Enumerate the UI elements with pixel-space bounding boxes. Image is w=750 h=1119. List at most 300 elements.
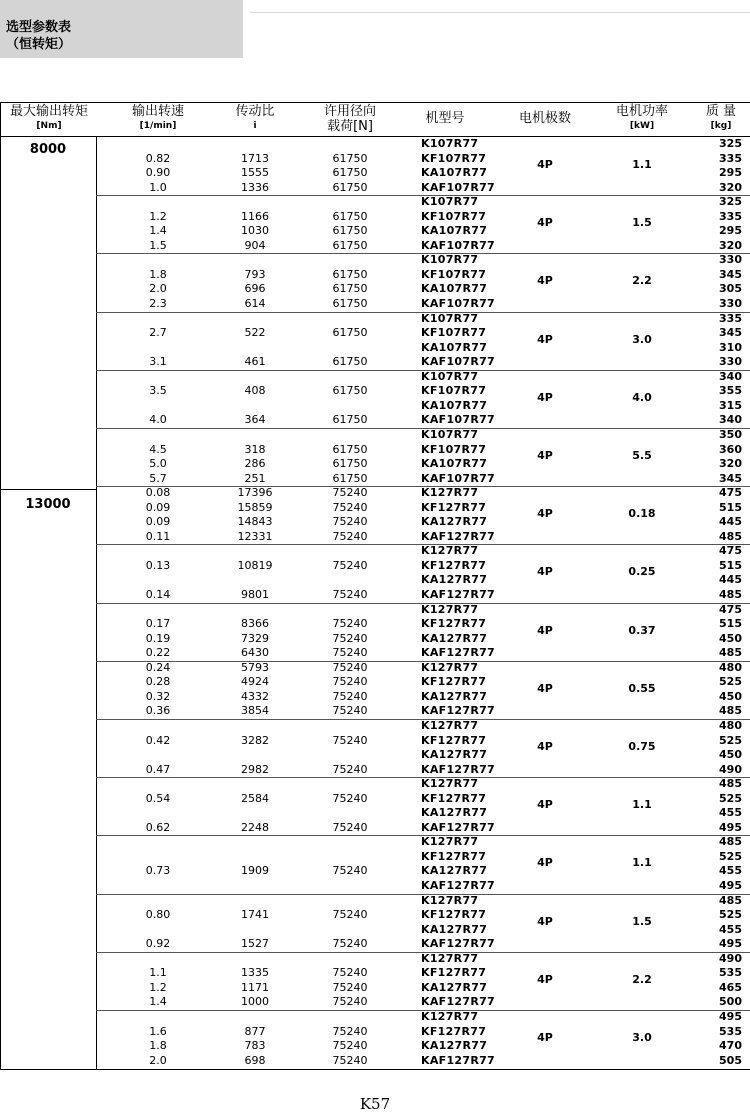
model-cell: KAF127R77 [421, 762, 495, 776]
poles-cell: 4P [537, 565, 553, 579]
mass-cell: 335 [719, 311, 742, 325]
mass-cell: 455 [719, 922, 742, 936]
speed-cell: 4.5 [149, 442, 167, 456]
load-cell: 75240 [332, 558, 368, 572]
spec-group [0, 661, 750, 719]
ratio-cell: 3854 [241, 704, 269, 718]
speed-cell [108, 894, 208, 908]
load-cell: 61750 [332, 413, 368, 427]
ratio-cell: 1555 [241, 166, 269, 180]
load-cell: 75240 [332, 980, 368, 994]
model-cell: KA127R77 [421, 864, 488, 878]
spec-group [0, 603, 750, 661]
mass-cell: 485 [719, 893, 742, 907]
load-cell [300, 341, 400, 355]
group-divider [96, 195, 750, 196]
load-cell: 61750 [332, 151, 368, 165]
ratio-cell [205, 777, 305, 791]
ratio-cell: 408 [244, 384, 266, 398]
mass-cell: 515 [719, 617, 742, 631]
group-divider [96, 253, 750, 254]
speed-cell [108, 370, 208, 384]
header-power: 电机功率 [kW] [615, 104, 668, 131]
mass-cell: 495 [719, 879, 742, 893]
ratio-cell [205, 341, 305, 355]
model-cell: KAF107R77 [421, 413, 495, 427]
load-cell [300, 370, 400, 384]
load-cell [300, 835, 400, 849]
ratio-cell [205, 923, 305, 937]
speed-cell: 3.5 [149, 384, 167, 398]
speed-cell: 0.24 [145, 660, 171, 674]
load-cell: 75240 [332, 908, 368, 922]
poles-cell: 4P [537, 507, 553, 521]
model-cell: KF107R77 [421, 267, 487, 281]
load-cell: 75240 [332, 864, 368, 878]
group-divider [96, 1010, 750, 1011]
ratio-cell: 12331 [237, 529, 273, 543]
ratio-cell: 17396 [237, 486, 273, 500]
speed-cell: 0.90 [145, 166, 171, 180]
load-cell: 61750 [332, 209, 368, 223]
speed-cell [108, 850, 208, 864]
ratio-cell: 1527 [241, 937, 269, 951]
header-ratio: 传动比 i [235, 104, 275, 131]
ratio-cell: 5793 [241, 660, 269, 674]
model-cell: KAF127R77 [421, 646, 495, 660]
load-cell: 75240 [332, 1053, 368, 1067]
speed-cell: 5.0 [149, 457, 167, 471]
mass-cell: 465 [719, 980, 742, 994]
load-cell: 61750 [332, 267, 368, 281]
ratio-cell [205, 428, 305, 442]
ratio-cell [205, 253, 305, 267]
model-cell: KF127R77 [421, 675, 487, 689]
load-cell [300, 544, 400, 558]
mass-cell: 485 [719, 588, 742, 602]
model-cell: KA127R77 [421, 515, 488, 529]
mass-cell: 535 [719, 966, 742, 980]
mass-cell: 495 [719, 937, 742, 951]
mass-cell: 350 [719, 428, 742, 441]
speed-cell [108, 573, 208, 587]
header-load: 许用径向 载荷[N] [323, 104, 376, 134]
ratio-cell: 3282 [241, 733, 269, 747]
mass-cell: 345 [719, 326, 742, 340]
model-cell: KF107R77 [421, 151, 487, 165]
load-cell: 75240 [332, 500, 368, 514]
mass-cell: 455 [719, 864, 742, 878]
mass-cell: 325 [719, 195, 742, 209]
speed-cell: 0.19 [145, 631, 171, 645]
load-cell: 75240 [332, 515, 368, 529]
mass-cell: 485 [719, 777, 742, 791]
mass-cell: 320 [719, 238, 742, 252]
mass-cell: 485 [719, 835, 742, 849]
ratio-cell: 8366 [241, 617, 269, 631]
model-cell: KF107R77 [421, 209, 487, 223]
mass-cell: 305 [719, 282, 742, 296]
ratio-cell [205, 544, 305, 558]
load-cell: 61750 [332, 442, 368, 456]
page-title [6, 19, 71, 53]
mass-cell: 335 [719, 209, 742, 223]
model-cell: KA127R77 [421, 922, 488, 936]
speed-cell: 2.7 [149, 326, 167, 340]
speed-cell: 1.8 [149, 267, 167, 281]
torque-8000: 8000 [29, 142, 67, 157]
load-cell [300, 923, 400, 937]
spec-group [0, 719, 750, 777]
poles-cell: 4P [537, 158, 553, 172]
poles-cell: 4P [537, 681, 553, 695]
load-cell [300, 894, 400, 908]
mass-cell: 320 [719, 457, 742, 471]
ratio-cell [205, 370, 305, 384]
speed-cell: 4.0 [149, 413, 167, 427]
model-cell: KA107R77 [421, 282, 488, 296]
model-cell: KAF107R77 [421, 238, 495, 252]
ratio-cell: 2248 [241, 820, 269, 834]
mass-cell: 470 [719, 1039, 742, 1053]
model-cell: KAF107R77 [421, 355, 495, 369]
mass-cell: 525 [719, 733, 742, 747]
power-cell: 1.5 [632, 216, 652, 230]
mass-cell: 505 [719, 1053, 742, 1067]
mass-cell: 345 [719, 471, 742, 485]
load-cell [300, 806, 400, 820]
speed-cell [108, 428, 208, 442]
model-cell: KA107R77 [421, 398, 488, 412]
speed-cell: 0.32 [145, 689, 171, 703]
mass-cell: 295 [719, 224, 742, 238]
model-cell: KA127R77 [421, 1039, 488, 1053]
mass-cell: 515 [719, 558, 742, 572]
speed-cell: 1.0 [149, 180, 167, 194]
load-cell: 61750 [332, 355, 368, 369]
header-speed: 输出转速 [1/min] [131, 104, 184, 131]
model-cell: KAF127R77 [421, 1053, 495, 1067]
mass-cell: 345 [719, 267, 742, 281]
power-cell: 3.0 [632, 1031, 652, 1045]
speed-cell: 1.6 [149, 1024, 167, 1038]
load-cell [300, 952, 400, 966]
poles-cell: 4P [537, 332, 553, 346]
group-divider [96, 719, 750, 720]
table-bottom-rule [0, 1069, 750, 1070]
ratio-cell: 1713 [241, 151, 269, 165]
page-title-line1: 选型参数表 [6, 20, 72, 35]
mass-cell: 325 [719, 137, 742, 150]
speed-cell: 0.36 [145, 704, 171, 718]
speed-cell [108, 748, 208, 762]
mass-cell: 315 [719, 398, 742, 412]
model-cell: KF127R77 [421, 558, 487, 572]
mass-cell: 320 [719, 180, 742, 194]
speed-cell: 0.09 [145, 500, 171, 514]
ratio-cell: 461 [244, 355, 266, 369]
ratio-cell [205, 894, 305, 908]
ratio-cell: 4332 [241, 689, 269, 703]
load-cell: 61750 [332, 384, 368, 398]
ratio-cell: 6430 [241, 646, 269, 660]
load-cell [300, 850, 400, 864]
speed-cell: 0.54 [145, 791, 171, 805]
model-cell: KF127R77 [421, 733, 487, 747]
load-cell [300, 137, 400, 151]
poles-cell: 4P [537, 449, 553, 463]
load-cell: 61750 [332, 180, 368, 194]
power-cell: 4.0 [632, 390, 652, 404]
load-cell: 75240 [332, 966, 368, 980]
speed-cell [108, 923, 208, 937]
ratio-cell [205, 399, 305, 413]
power-cell: 0.37 [628, 623, 656, 637]
speed-cell: 0.13 [145, 558, 171, 572]
power-cell: 0.75 [628, 740, 656, 754]
spec-group [0, 894, 750, 952]
mass-cell: 485 [719, 529, 742, 543]
ratio-cell: 1741 [241, 908, 269, 922]
power-cell: 1.1 [632, 798, 652, 812]
speed-cell: 2.3 [149, 297, 167, 311]
load-cell [300, 195, 400, 209]
speed-cell [108, 719, 208, 733]
ratio-cell: 522 [244, 326, 266, 340]
model-cell: KF127R77 [421, 1024, 487, 1038]
ratio-cell [205, 573, 305, 587]
speed-cell [108, 952, 208, 966]
load-cell: 61750 [332, 457, 368, 471]
load-cell: 75240 [332, 529, 368, 543]
model-cell: KF127R77 [421, 500, 487, 514]
model-cell: KA107R77 [421, 340, 488, 354]
mass-cell: 475 [719, 544, 742, 558]
speed-cell: 1.2 [149, 209, 167, 223]
mass-cell: 335 [719, 151, 742, 165]
mass-cell: 340 [719, 413, 742, 427]
mass-cell: 515 [719, 500, 742, 514]
speed-cell: 0.92 [145, 937, 171, 951]
load-cell [300, 428, 400, 442]
mass-cell: 360 [719, 442, 742, 456]
model-cell: KF107R77 [421, 326, 487, 340]
speed-cell [108, 312, 208, 326]
load-cell: 75240 [332, 689, 368, 703]
mass-cell: 490 [719, 951, 742, 965]
speed-cell [108, 1010, 208, 1024]
ratio-cell: 1000 [241, 995, 269, 1009]
speed-cell [108, 777, 208, 791]
group-divider [96, 894, 750, 895]
mass-cell: 525 [719, 908, 742, 922]
load-cell [300, 399, 400, 413]
mass-cell: 480 [719, 660, 742, 674]
load-cell [300, 1010, 400, 1024]
model-cell: K107R77 [421, 311, 479, 325]
group-divider [96, 486, 750, 487]
torque-13000: 13000 [25, 497, 71, 512]
ratio-cell: 1336 [241, 180, 269, 194]
power-cell: 1.1 [632, 158, 652, 172]
model-cell: KAF127R77 [421, 995, 495, 1009]
power-cell: 0.25 [628, 565, 656, 579]
ratio-cell: 251 [244, 471, 266, 485]
header-mass: 质 量 [kg] [705, 104, 737, 131]
load-cell: 75240 [332, 762, 368, 776]
speed-cell: 0.11 [145, 529, 171, 543]
ratio-cell [205, 835, 305, 849]
model-cell: K127R77 [421, 835, 479, 849]
power-cell: 5.5 [632, 449, 652, 463]
speed-cell: 0.22 [145, 646, 171, 660]
mass-cell: 295 [719, 166, 742, 180]
spec-group [0, 952, 750, 1010]
ratio-cell: 783 [244, 1039, 266, 1053]
mass-cell: 340 [719, 369, 742, 383]
model-cell: K107R77 [421, 428, 479, 441]
speed-cell [108, 603, 208, 617]
model-cell: KA127R77 [421, 689, 488, 703]
speed-cell [108, 137, 208, 151]
title-box [0, 0, 243, 58]
speed-cell [108, 253, 208, 267]
load-cell [300, 719, 400, 733]
power-cell: 2.2 [632, 972, 652, 986]
ratio-cell [205, 806, 305, 820]
model-cell: KF127R77 [421, 849, 487, 863]
load-cell: 61750 [332, 297, 368, 311]
group-divider [96, 428, 750, 429]
model-cell: KAF107R77 [421, 297, 495, 311]
ratio-cell: 877 [244, 1024, 266, 1038]
speed-cell: 0.42 [145, 733, 171, 747]
group-divider [96, 370, 750, 371]
model-cell: K127R77 [421, 951, 479, 965]
mass-cell: 355 [719, 384, 742, 398]
model-cell: K127R77 [421, 893, 479, 907]
load-cell: 75240 [332, 486, 368, 500]
power-cell: 0.55 [628, 681, 656, 695]
mass-cell: 330 [719, 253, 742, 267]
power-cell: 1.5 [632, 914, 652, 928]
load-cell: 75240 [332, 1039, 368, 1053]
group-divider [96, 952, 750, 953]
group-divider [96, 544, 750, 545]
ratio-cell: 1171 [241, 980, 269, 994]
model-cell: KAF127R77 [421, 879, 495, 893]
speed-cell: 0.62 [145, 820, 171, 834]
mass-cell: 450 [719, 748, 742, 762]
speed-cell: 2.0 [149, 1053, 167, 1067]
mass-cell: 330 [719, 297, 742, 311]
speed-cell [108, 544, 208, 558]
model-cell: KF127R77 [421, 966, 487, 980]
group-divider [96, 777, 750, 778]
speed-cell: 1.1 [149, 966, 167, 980]
mass-cell: 330 [719, 355, 742, 369]
load-cell: 75240 [332, 733, 368, 747]
mass-cell: 500 [719, 995, 742, 1009]
speed-cell: 1.4 [149, 224, 167, 238]
spec-group [0, 370, 750, 428]
mass-cell: 525 [719, 849, 742, 863]
ratio-cell: 696 [244, 282, 266, 296]
mass-cell: 450 [719, 631, 742, 645]
poles-cell: 4P [537, 914, 553, 928]
poles-cell: 4P [537, 623, 553, 637]
ratio-cell: 2982 [241, 762, 269, 776]
spec-group [0, 1010, 750, 1068]
speed-cell: 1.4 [149, 995, 167, 1009]
model-cell: K107R77 [421, 195, 479, 209]
poles-cell: 4P [537, 390, 553, 404]
page-title-line2: （恒转矩） [6, 37, 72, 52]
mass-cell: 445 [719, 573, 742, 587]
ratio-cell [205, 748, 305, 762]
load-cell: 61750 [332, 282, 368, 296]
group-divider [96, 603, 750, 604]
load-cell: 61750 [332, 238, 368, 252]
speed-cell: 1.5 [149, 238, 167, 252]
model-cell: KA127R77 [421, 573, 488, 587]
model-cell: K127R77 [421, 544, 479, 558]
mass-cell: 535 [719, 1024, 742, 1038]
mass-cell: 525 [719, 791, 742, 805]
ratio-cell: 614 [244, 297, 266, 311]
mass-cell: 310 [719, 340, 742, 354]
model-cell: K107R77 [421, 253, 479, 267]
speed-cell: 0.47 [145, 762, 171, 776]
ratio-cell [205, 719, 305, 733]
speed-cell: 0.28 [145, 675, 171, 689]
spec-group [0, 486, 750, 544]
load-cell: 75240 [332, 1024, 368, 1038]
mass-cell: 445 [719, 515, 742, 529]
load-cell: 61750 [332, 326, 368, 340]
ratio-cell [205, 195, 305, 209]
speed-cell [108, 879, 208, 893]
ratio-cell: 1030 [241, 224, 269, 238]
ratio-cell: 904 [244, 238, 266, 252]
ratio-cell: 793 [244, 267, 266, 281]
poles-cell: 4P [537, 740, 553, 754]
power-cell: 3.0 [632, 332, 652, 346]
model-cell: KAF107R77 [421, 471, 495, 485]
mass-cell: 485 [719, 646, 742, 660]
model-cell: KF127R77 [421, 617, 487, 631]
speed-cell [108, 835, 208, 849]
load-cell: 75240 [332, 675, 368, 689]
model-cell: KAF127R77 [421, 588, 495, 602]
model-cell: KA127R77 [421, 631, 488, 645]
ratio-cell: 9801 [241, 588, 269, 602]
mass-cell: 450 [719, 689, 742, 703]
model-cell: K127R77 [421, 1010, 479, 1023]
ratio-cell [205, 312, 305, 326]
model-cell: K127R77 [421, 486, 479, 500]
mass-cell: 475 [719, 486, 742, 500]
load-cell [300, 312, 400, 326]
load-cell: 75240 [332, 820, 368, 834]
spec-group [0, 777, 750, 835]
load-cell: 75240 [332, 791, 368, 805]
speed-cell: 0.82 [145, 151, 171, 165]
group-divider [96, 835, 750, 836]
mass-cell: 485 [719, 704, 742, 718]
speed-cell: 5.7 [149, 471, 167, 485]
poles-cell: 4P [537, 972, 553, 986]
